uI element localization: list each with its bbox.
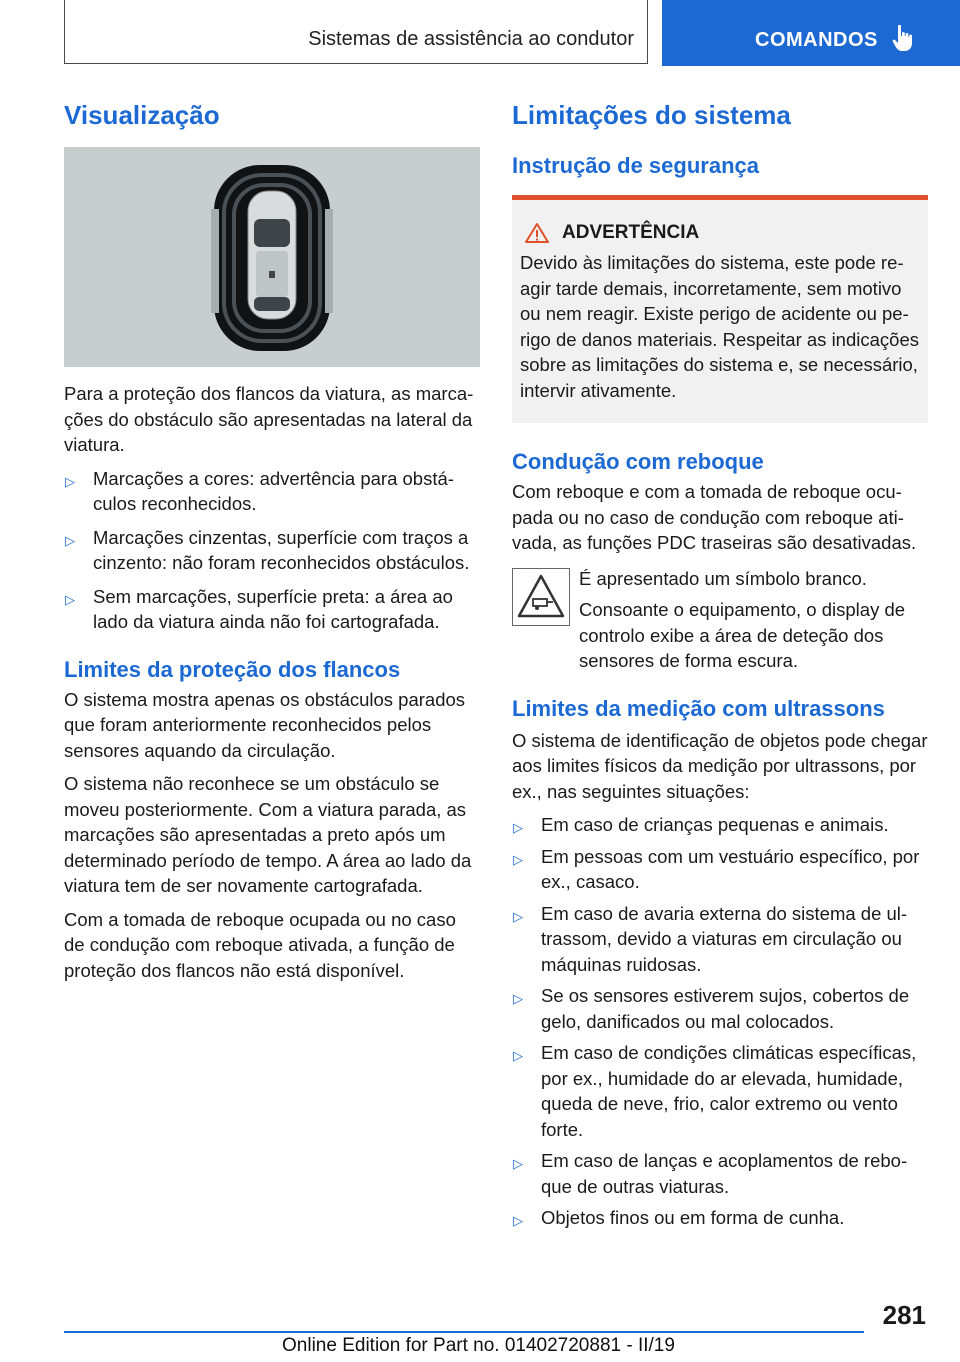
heading-instrucao-seguranca: Instrução de segurança — [512, 153, 759, 178]
warning-title: ADVERTÊNCIA — [562, 222, 700, 243]
trailer-warning-icon — [512, 568, 570, 626]
symbol-paragraph-2: Consoante o equipamento, o display de controlo exibe a área de deteção dos sensores de forma escura. — [579, 599, 906, 671]
header-tab-comandos[interactable] — [662, 0, 960, 66]
triangle-bullet-icon: ▷ — [65, 591, 75, 607]
triangle-bullet-icon: ▷ — [513, 1156, 523, 1171]
paragraph-limites-2: O sistema não reconhece se um obstáculo se moveu posteriormente. Com a viatura parada, as marcações são apresentadas a preto após um determinado período de tempo. A área ao lado da viatura tem de ser novamente cartografada. — [64, 773, 472, 896]
warning-triangle-icon — [524, 222, 550, 244]
triangle-bullet-icon: ▷ — [65, 532, 75, 548]
list-item: ▷ Sem marcações, superfície preta: a área ao lado da viatura ainda não foi cartografada. — [65, 585, 453, 632]
paragraph-limites-3: Com a tomada de reboque ocupada ou no caso de condução com reboque ativada, a função de proteção dos flancos não está disponível. — [64, 908, 456, 981]
paragraph-ultrassons: O sistema de identificação de objetos pode chegar aos limites físicos da medição por ultrassons, por ex., nas seguintes situações: — [512, 729, 928, 802]
warning-box — [512, 195, 928, 423]
footer-divider — [64, 1331, 864, 1333]
parking-view-car-icon — [64, 147, 480, 367]
paragraph-limites-1: O sistema mostra apenas os obstáculos parados que foram anteriormente reconhecidos pelos sensores aquando da circulação. — [64, 688, 466, 761]
triangle-bullet-icon: ▷ — [65, 473, 75, 489]
list-item: ▷ Se os sensores estiverem sujos, cobertos de gelo, danificados ou mal colocados. — [513, 985, 910, 1032]
list-item: ▷ Em pessoas com um vestuário específico, por ex., casaco. — [513, 845, 920, 892]
heading-visualizacao: Visualização — [64, 100, 220, 130]
triangle-bullet-icon: ▷ — [513, 820, 523, 835]
symbol-paragraph-1: É apresentado um símbolo branco. — [579, 567, 867, 589]
warning-title-row — [520, 222, 920, 244]
list-item: ▷ Em caso de crianças pequenas e animais. — [512, 812, 928, 838]
triangle-bullet-icon: ▷ — [513, 991, 523, 1006]
list-item: ▷ Marcações a cores: advertência para obstáculos reconhecidos. — [65, 467, 454, 514]
header-section-title: Sistemas de assistência ao condutor — [308, 28, 634, 50]
triangle-bullet-icon: ▷ — [513, 908, 523, 924]
heading-conducao-reboque: Condução com reboque — [512, 449, 764, 474]
triangle-bullet-icon: ▷ — [513, 1213, 523, 1228]
list-item: ▷ Em caso de lanças e acoplamentos de reboque de outras viaturas. — [513, 1150, 908, 1197]
paragraph-intro: Para a proteção dos flancos da viatura, as marcações do obstáculo são apresentadas na lateral da viatura. — [64, 383, 474, 455]
left-column — [64, 100, 480, 983]
triangle-bullet-icon: ▷ — [513, 851, 523, 867]
edition-note: Online Edition for Part no. 01402720881 - II/19 — [282, 1335, 675, 1356]
list-item: ▷ Em caso de condições climáticas específicas, por ex., humidade do ar elevada, humidade, queda de neve, frio, calor extremo ou vento forte. — [513, 1042, 917, 1140]
triangle-bullet-icon: ▷ — [513, 1048, 523, 1063]
page-number: 281 — [882, 1300, 926, 1330]
heading-limitacoes: Limitações do sistema — [512, 100, 791, 130]
pointing-hand-icon — [892, 24, 914, 52]
symbol-row — [512, 566, 928, 674]
header-tab-label: COMANDOS — [755, 29, 878, 51]
left-bullet-list — [64, 466, 480, 635]
list-item: ▷ Em caso de avaria externa do sistema de ultrassom, devido a viaturas em circulação ou máquinas ruidosas. — [513, 902, 908, 975]
list-item: ▷ Objetos finos ou em forma de cunha. — [512, 1205, 928, 1231]
right-column — [512, 100, 928, 1231]
paragraph-reboque: Com reboque e com a tomada de reboque ocupada ou no caso de condução com reboque ativada, as funções PDC traseiras são desativadas. — [512, 481, 917, 553]
heading-limites-flancos: Limites da proteção dos flancos — [64, 656, 401, 682]
heading-limites-ultrassons: Limites da medição com ultrassons — [512, 695, 885, 721]
list-item: ▷ Marcações cinzentas, superfície com traços a cinzento: não foram reconhecidos obstáculos. — [65, 526, 470, 573]
page-header — [0, 0, 960, 66]
warning-text: Devido às limitações do sistema, este pode reagir tarde demais, incorretamente, sem motivo ou nem reagir. Existe perigo de acidente ou perigo de danos materiais. Respeitar as indicações sobre as limitações do sistema e, se necessário, intervir ativamente. — [520, 252, 919, 401]
right-bullet-list — [512, 812, 928, 1231]
